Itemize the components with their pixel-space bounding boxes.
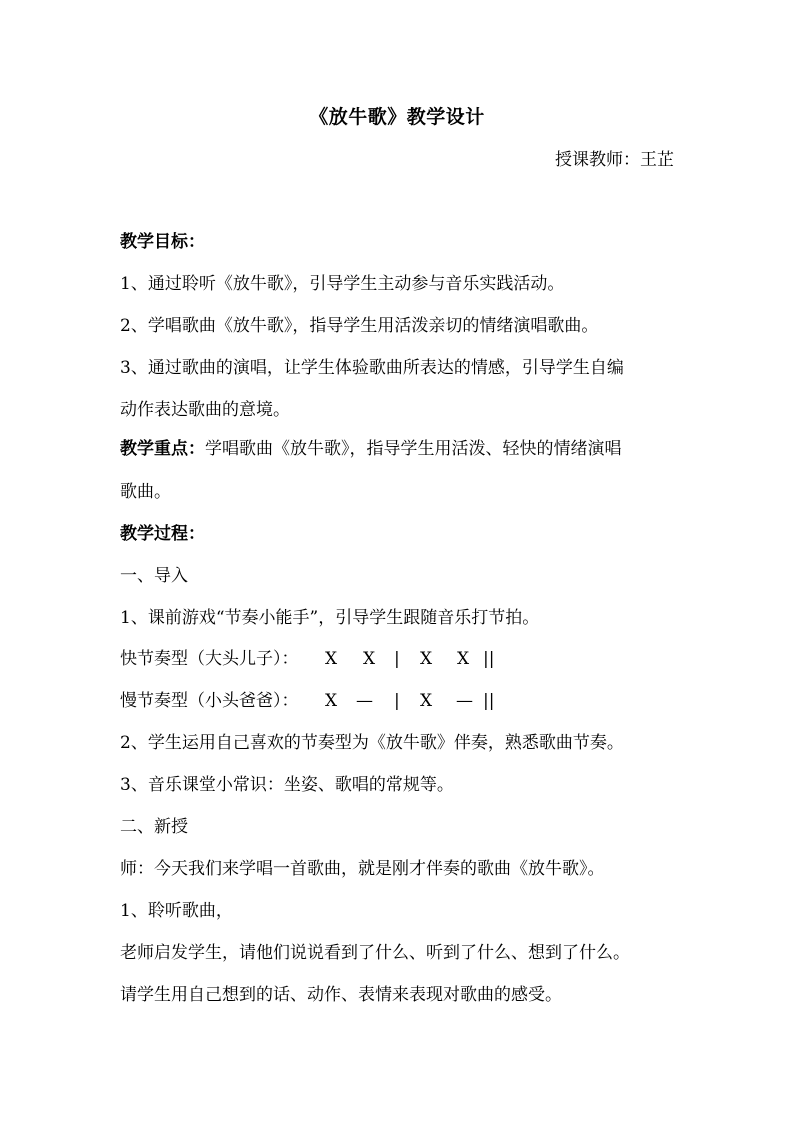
fast-rhythm-end-barline: || — [483, 649, 495, 669]
listen-step-1: 老师启发学生，请他们说说看到了什么、听到了什么、想到了什么。 — [120, 943, 630, 963]
slow-rhythm-barline: | — [394, 691, 400, 711]
intro-step-1: 1、课前游戏“节奏小能手”，引导学生跟随音乐打节拍。 — [120, 608, 540, 628]
listen-heading: 1、聆听歌曲， — [120, 901, 233, 921]
objective-2: 2、学唱歌曲《放牛歌》，指导学生用活泼亲切的情绪演唱歌曲。 — [120, 316, 599, 336]
teacher-name: 授课教师：王芷 — [555, 150, 674, 170]
objective-1: 1、通过聆听《放牛歌》，引导学生主动参与音乐实践活动。 — [120, 274, 565, 294]
objective-3-line-1: 3、通过歌曲的演唱，让学生体验歌曲所表达的情感，引导学生自编 — [120, 358, 624, 378]
fast-rhythm-note: X — [457, 649, 470, 669]
slow-rhythm-dash: — — [356, 691, 373, 711]
fast-rhythm-label: 快节奏型（大头儿子）： — [120, 649, 299, 669]
section-2-heading: 二、新授 — [120, 817, 188, 837]
key-point-line-1 — [120, 437, 622, 461]
fast-rhythm-line — [120, 647, 495, 671]
slow-rhythm-line — [120, 689, 495, 713]
slow-rhythm-end-barline: || — [483, 691, 495, 711]
slow-rhythm-dash: — — [456, 691, 473, 711]
slow-rhythm-note: X — [325, 691, 338, 711]
key-point-line-2: 歌曲。 — [120, 482, 171, 502]
process-heading: 教学过程： — [120, 524, 205, 544]
document-title: 《放牛歌》教学设计 — [309, 106, 485, 128]
fast-rhythm-barline: | — [394, 649, 400, 669]
objective-3-line-2: 动作表达歌曲的意境。 — [120, 400, 290, 420]
section-1-heading: 一、导入 — [120, 566, 188, 586]
intro-step-2: 2、学生运用自己喜欢的节奏型为《放牛歌》伴奏，熟悉歌曲节奏。 — [120, 733, 624, 753]
key-point-label: 教学重点： — [120, 439, 205, 459]
fast-rhythm-note: X — [325, 649, 338, 669]
key-point-text: 学唱歌曲《放牛歌》，指导学生用活泼、轻快的情绪演唱 — [205, 439, 622, 459]
fast-rhythm-note: X — [363, 649, 376, 669]
slow-rhythm-label: 慢节奏型（小头爸爸）： — [120, 691, 299, 711]
objectives-heading: 教学目标： — [120, 232, 205, 252]
slow-rhythm-note: X — [420, 691, 433, 711]
fast-rhythm-note: X — [420, 649, 433, 669]
teacher-statement: 师：今天我们来学唱一首歌曲，就是刚才伴奏的歌曲《放牛歌》。 — [120, 859, 605, 879]
listen-step-2: 请学生用自己想到的话、动作、表情来表现对歌曲的感受。 — [120, 985, 562, 1005]
intro-step-3: 3、音乐课堂小常识：坐姿、歌唱的常规等。 — [120, 775, 454, 795]
